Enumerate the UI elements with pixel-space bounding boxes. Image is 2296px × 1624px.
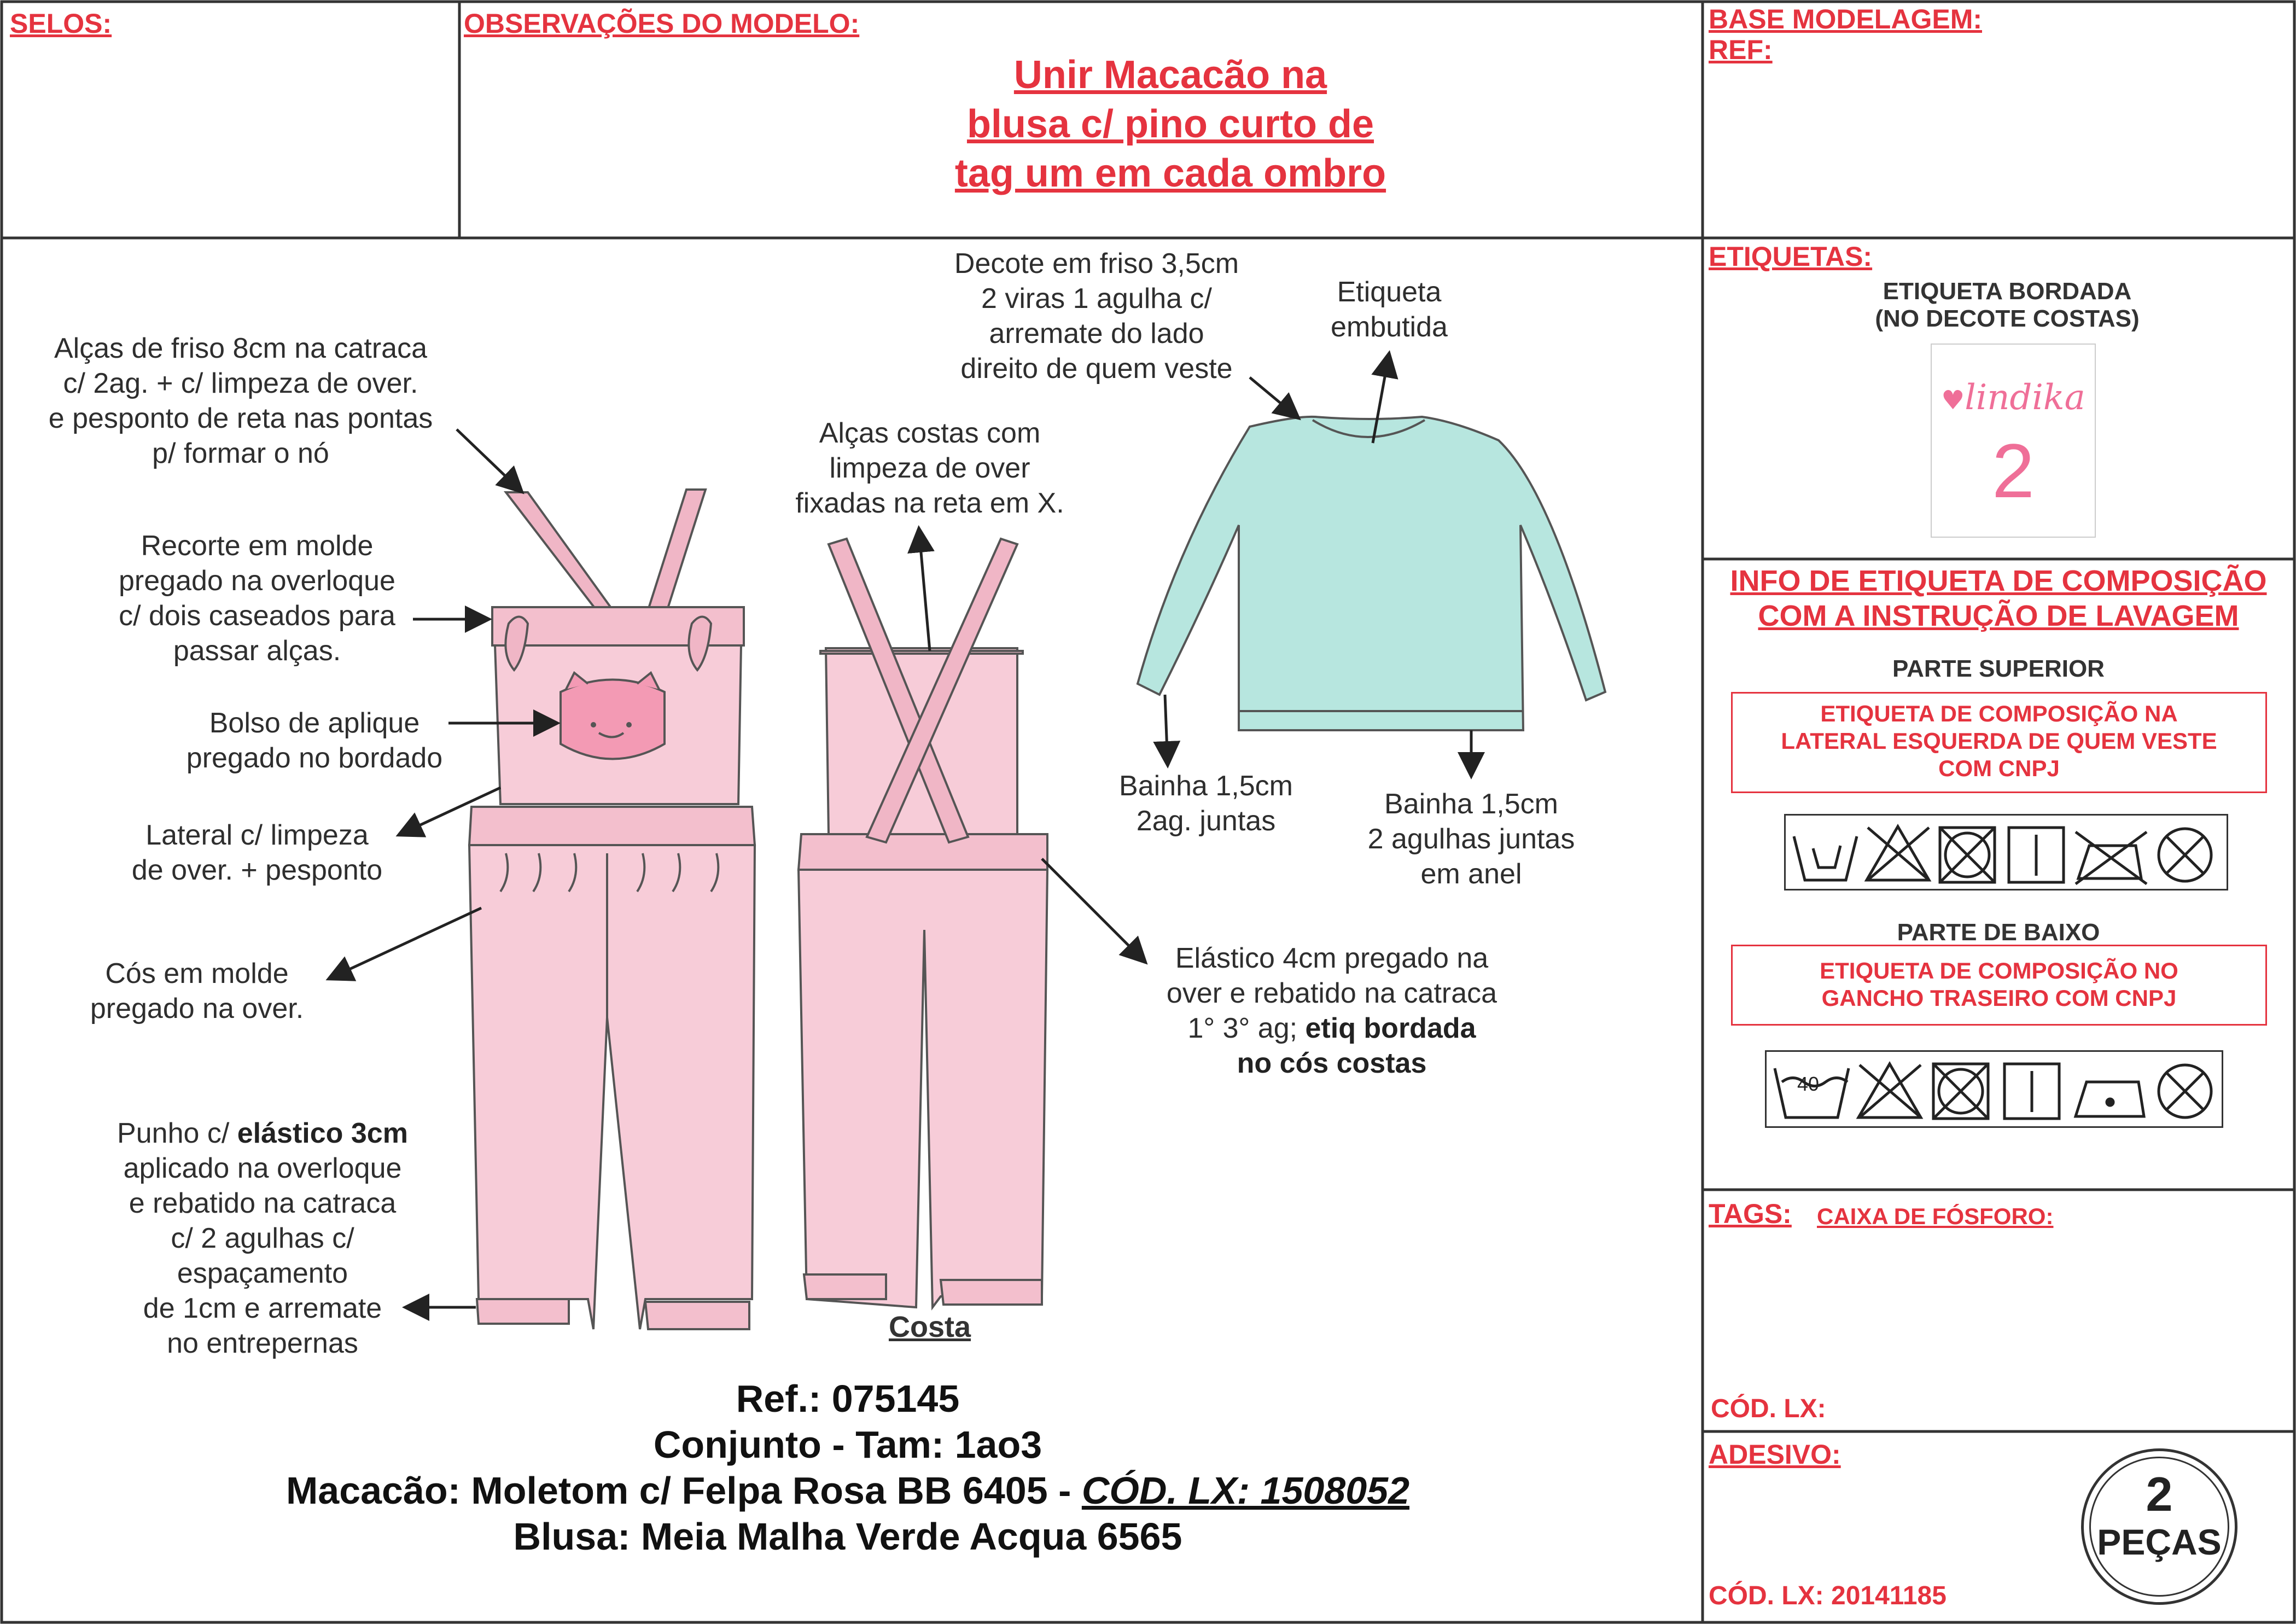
box-line: GANCHO TRASEIRO COM CNPJ bbox=[1821, 985, 2177, 1011]
no-bleach-icon bbox=[1867, 826, 1929, 880]
costa-label: Costa bbox=[888, 1311, 971, 1343]
note-line: c/ dois caseados para bbox=[119, 600, 395, 632]
note-line: Bolso de aplique bbox=[209, 707, 420, 739]
note-line: Alças de friso 8cm na catraca bbox=[54, 333, 428, 364]
note-line: Lateral c/ limpeza bbox=[145, 819, 369, 851]
note-alcas-costas bbox=[760, 416, 1099, 521]
note-line: Bainha 1,5cm bbox=[1119, 770, 1293, 802]
note-line: c/ 2 agulhas c/ bbox=[171, 1223, 354, 1254]
sticker-text: PEÇAS bbox=[2097, 1522, 2222, 1562]
adesivo-cod: CÓD. LX: 20141185 bbox=[1709, 1581, 1947, 1610]
no-iron-icon bbox=[2076, 832, 2147, 884]
note-line: Cós em molde bbox=[105, 958, 289, 989]
note-cos bbox=[71, 956, 323, 1026]
observacoes-line: Unir Macacão na bbox=[1013, 53, 1327, 97]
no-bleach-icon bbox=[1858, 1064, 1921, 1117]
note-line: aplicado na overloque bbox=[123, 1152, 402, 1184]
note-line: 2 viras 1 agulha c/ bbox=[981, 283, 1213, 315]
box-line: LATERAL ESQUERDA DE QUEM VESTE bbox=[1781, 728, 2217, 754]
brand-size: 2 bbox=[1992, 428, 2035, 514]
note-line: direito de quem veste bbox=[960, 353, 1233, 385]
etiqueta-bordada-line: ETIQUETA BORDADA bbox=[1883, 278, 2132, 305]
brand-logo bbox=[1932, 377, 2095, 418]
note-line: passar alças. bbox=[173, 635, 341, 667]
sticker-number: 2 bbox=[2146, 1467, 2173, 1521]
line-dry-icon bbox=[2009, 828, 2064, 882]
no-tumble-dry-icon bbox=[1940, 828, 1995, 882]
note-decote bbox=[902, 246, 1291, 386]
note-line: Recorte em molde bbox=[141, 530, 374, 562]
note-line: no entrepernas bbox=[167, 1328, 358, 1359]
note-line: Decote em friso 3,5cm bbox=[954, 248, 1239, 280]
etiqueta-bordada bbox=[1772, 278, 2242, 333]
pecas-sticker bbox=[2081, 1448, 2237, 1605]
note-line: de over. + pesponto bbox=[131, 854, 383, 886]
note-line: p/ formar o nó bbox=[152, 438, 329, 469]
observacoes-line: tag um em cada ombro bbox=[954, 152, 1386, 195]
no-tumble-dry-icon bbox=[1933, 1064, 1988, 1119]
base-modelagem-label: BASE MODELAGEM: bbox=[1709, 4, 1982, 34]
tags-label: TAGS: bbox=[1709, 1198, 1792, 1229]
note-bold: etiq bordada bbox=[1305, 1012, 1476, 1044]
overall-back-drawing bbox=[799, 539, 1047, 1307]
note-line bbox=[1129, 1046, 1534, 1081]
selos-label: SELOS: bbox=[10, 8, 112, 39]
macacao-cod: CÓD. LX: 1508052 bbox=[1081, 1469, 1410, 1512]
note-line: limpeza de over bbox=[829, 452, 1030, 484]
note-line: arremate do lado bbox=[989, 318, 1204, 350]
line-dry-icon bbox=[2004, 1064, 2059, 1119]
note-bainha-manga bbox=[1086, 769, 1326, 839]
box-line: COM CNPJ bbox=[1938, 755, 2060, 781]
note-line: e rebatido na catraca bbox=[129, 1188, 397, 1219]
parte-superior-label: PARTE SUPERIOR bbox=[1892, 655, 2105, 682]
blusa-line: Blusa: Meia Malha Verde Acqua 6565 bbox=[513, 1515, 1182, 1558]
ref-line: Ref.: 075145 bbox=[736, 1377, 960, 1420]
wash-symbols-baixo bbox=[1765, 1050, 2223, 1128]
info-title bbox=[1703, 563, 2294, 633]
note-text: Punho c/ bbox=[117, 1117, 237, 1149]
brand-label-tag bbox=[1931, 344, 2096, 538]
info-title-line: COM A INSTRUÇÃO DE LAVAGEM bbox=[1758, 599, 2239, 632]
observacoes-line: blusa c/ pino curto de bbox=[966, 102, 1374, 146]
note-etiqueta-embutida bbox=[1302, 275, 1477, 345]
note-line: 2ag. juntas bbox=[1136, 805, 1276, 837]
note-line: pregado no bordado bbox=[186, 742, 443, 774]
no-dry-clean-icon bbox=[2159, 1065, 2211, 1117]
note-line bbox=[77, 1116, 448, 1151]
note-bold: no cós costas bbox=[1237, 1047, 1427, 1079]
wash-symbols-superior bbox=[1784, 814, 2228, 890]
note-line: c/ 2ag. + c/ limpeza de over. bbox=[63, 368, 418, 399]
info-title-line: INFO DE ETIQUETA DE COMPOSIÇÃO bbox=[1730, 564, 2267, 597]
heart-icon: ♥ bbox=[1941, 385, 1965, 416]
wash-icons bbox=[1786, 816, 2230, 892]
note-line: Etiqueta bbox=[1337, 276, 1442, 308]
note-line: pregado na over. bbox=[90, 993, 304, 1025]
note-line: e pesponto de reta nas pontas bbox=[48, 403, 433, 434]
ref-label: REF: bbox=[1709, 34, 1773, 65]
box-baixo bbox=[1731, 945, 2267, 1026]
conjunto-line: Conjunto - Tam: 1ao3 bbox=[653, 1423, 1042, 1466]
note-line: Alças costas com bbox=[819, 417, 1041, 449]
wash-temp: 40 bbox=[1797, 1073, 1820, 1095]
note-line: fixadas na reta em X. bbox=[795, 487, 1064, 519]
note-line: 2 agulhas juntas bbox=[1367, 823, 1575, 855]
note-bolso bbox=[164, 706, 465, 776]
note-line: pregado na overloque bbox=[119, 565, 395, 597]
parte-baixo-label: PARTE DE BAIXO bbox=[1897, 919, 2100, 946]
no-dry-clean-icon bbox=[2159, 829, 2211, 881]
box-line: ETIQUETA DE COMPOSIÇÃO NO bbox=[1820, 958, 2178, 983]
etiquetas-label: ETIQUETAS: bbox=[1709, 241, 1873, 272]
note-line: de 1cm e arremate bbox=[143, 1293, 382, 1324]
caixa-fosforo-label: CAIXA DE FÓSFORO: bbox=[1817, 1203, 2054, 1229]
box-line: ETIQUETA DE COMPOSIÇÃO NA bbox=[1820, 701, 2178, 726]
tshirt-drawing bbox=[1138, 417, 1605, 730]
box-superior bbox=[1731, 692, 2267, 793]
note-bainha-corpo bbox=[1318, 787, 1624, 892]
macacao-text: Macacão: Moletom c/ Felpa Rosa BB 6405 - bbox=[285, 1469, 1082, 1512]
note-line: embutida bbox=[1331, 311, 1448, 343]
note-bold: elástico 3cm bbox=[237, 1117, 408, 1149]
observacoes-label: OBSERVAÇÕES DO MODELO: bbox=[464, 8, 860, 39]
note-elastico bbox=[1129, 941, 1534, 1081]
note-lateral bbox=[109, 818, 405, 888]
wash-icons bbox=[1767, 1052, 2225, 1130]
note-punho bbox=[77, 1116, 448, 1361]
adesivo-label: ADESIVO: bbox=[1709, 1439, 1841, 1470]
hand-wash-icon bbox=[1794, 836, 1857, 880]
note-text: 1° 3° ag; bbox=[1187, 1012, 1306, 1044]
cod-lx-label: CÓD. LX: bbox=[1711, 1394, 1826, 1423]
overall-front-drawing bbox=[469, 490, 755, 1329]
note-line: Bainha 1,5cm bbox=[1384, 788, 1558, 820]
note-line: em anel bbox=[1420, 858, 1522, 890]
note-alcas-friso bbox=[22, 331, 459, 471]
etiqueta-bordada-line: (NO DECOTE COSTAS) bbox=[1875, 305, 2140, 332]
note-line: espaçamento bbox=[177, 1258, 348, 1289]
bottom-info bbox=[164, 1376, 1531, 1559]
iron-low-icon bbox=[2076, 1082, 2144, 1116]
note-line bbox=[1129, 1011, 1534, 1046]
brand-logo-text: lindika bbox=[1965, 377, 2085, 418]
note-line: over e rebatido na catraca bbox=[1166, 977, 1497, 1009]
macacao-line bbox=[164, 1468, 1531, 1514]
note-recorte bbox=[79, 528, 435, 668]
note-line: Elástico 4cm pregado na bbox=[1175, 942, 1489, 974]
